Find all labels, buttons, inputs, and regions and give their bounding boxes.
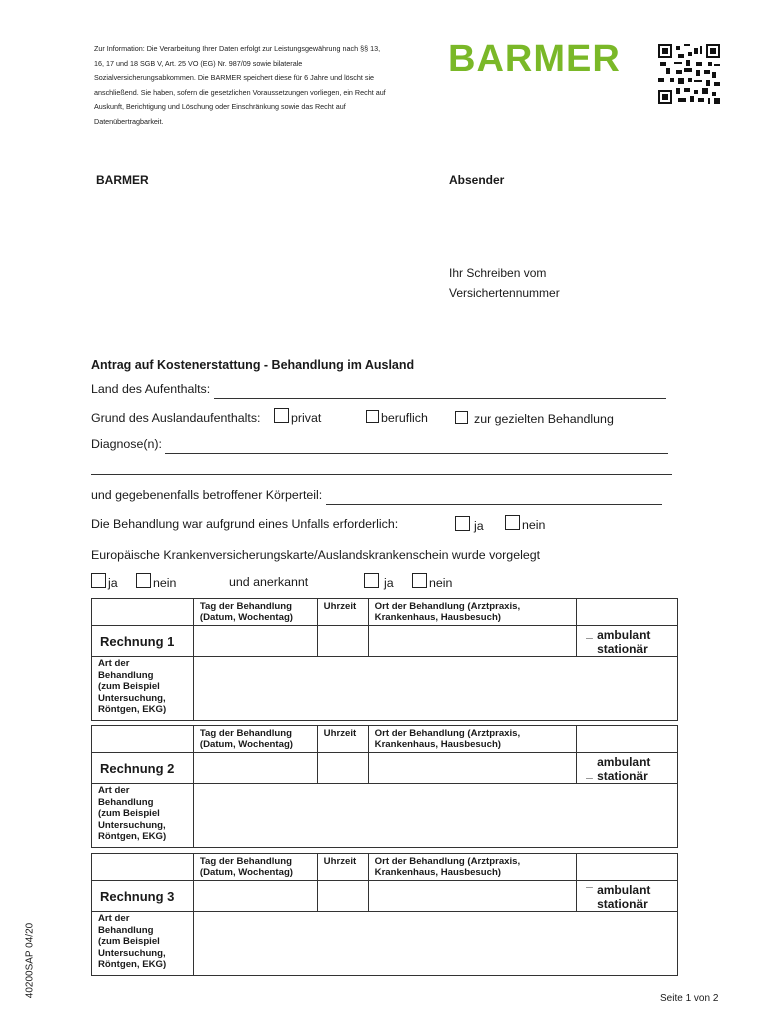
recognized-no-option[interactable] (412, 573, 452, 590)
accident-no-label: nein (522, 518, 546, 532)
recognized-label: und anerkannt (229, 575, 309, 589)
invoice-label: Rechnung 3 (92, 881, 194, 912)
accident-no-checkbox[interactable] (505, 515, 520, 530)
date-header: Tag der Behandlung (Datum, Wochentag) (193, 599, 317, 626)
invoice-table-3 (91, 853, 678, 976)
private-label: privat (291, 411, 322, 425)
outpatient-label: ambulant (597, 883, 651, 897)
art-field[interactable] (193, 657, 677, 721)
business-checkbox[interactable] (366, 410, 379, 423)
reason-private-option[interactable] (274, 408, 321, 425)
ehic-yes-label: ja (108, 576, 118, 590)
reason-label: Grund des Auslandaufenthalts: (91, 411, 261, 425)
date-header: Tag der Behandlung (Datum, Wochentag) (193, 726, 317, 753)
place-header: Ort der Behandlung (Arztpraxis, Krankenhaus, Hausbesuch) (368, 599, 576, 626)
place-field[interactable] (368, 626, 576, 657)
accident-no-option[interactable] (505, 515, 545, 532)
type-header-cell (577, 599, 678, 626)
accident-yes-label: ja (474, 519, 484, 533)
place-header: Ort der Behandlung (Arztpraxis, Krankenhaus, Hausbesuch) (368, 726, 576, 753)
reason-treatment-option[interactable] (455, 411, 614, 426)
ehic-yes-checkbox[interactable] (91, 573, 106, 588)
treatment-checkbox[interactable] (455, 411, 468, 424)
art-field[interactable] (193, 784, 677, 848)
diagnosis-row (91, 437, 668, 454)
time-header: Uhrzeit (317, 726, 368, 753)
art-label: Art der Behandlung (zum Beispiel Untersuchung, Röntgen, EKG) (92, 657, 194, 721)
invoice-label-cell (92, 599, 194, 626)
place-header: Ort der Behandlung (Arztpraxis, Krankenhaus, Hausbesuch) (368, 854, 576, 881)
recognized-no-label: nein (429, 576, 453, 590)
ehic-yes-option[interactable] (91, 573, 118, 590)
recognized-no-checkbox[interactable] (412, 573, 427, 588)
country-row (91, 382, 666, 399)
date-field[interactable] (193, 753, 317, 784)
recipient-name: BARMER (96, 173, 149, 187)
type-options[interactable]: _ ambulant stationär (577, 626, 678, 657)
time-header: Uhrzeit (317, 599, 368, 626)
art-label: Art der Behandlung (zum Beispiel Untersuchung, Röntgen, EKG) (92, 912, 194, 976)
privacy-line: Zur Information: Die Verarbeitung Ihrer Daten erfolgt zur Leistungsgewährung nach §§ 13, (94, 44, 381, 53)
country-label: Land des Aufenthalts: (91, 382, 211, 396)
diagnosis-field-line-2[interactable] (91, 474, 672, 475)
privacy-line: Auskunft, Berichtigung und Löschung oder Einschränkung sowie das Recht auf (94, 102, 346, 112)
qr-code-icon (658, 44, 720, 104)
insurance-number-label: Versichertennummer (449, 286, 560, 300)
date-header: Tag der Behandlung (Datum, Wochentag) (193, 854, 317, 881)
privacy-notice (94, 42, 424, 130)
ehic-no-checkbox[interactable] (136, 573, 151, 588)
art-label: Art der Behandlung (zum Beispiel Untersuchung, Röntgen, EKG) (92, 784, 194, 848)
place-field[interactable] (368, 881, 576, 912)
outpatient-label: ambulant (597, 628, 651, 642)
diagnosis-label: Diagnose(n): (91, 437, 162, 451)
date-field[interactable] (193, 626, 317, 657)
type-options[interactable]: _ ambulant stationär (577, 881, 678, 912)
accident-label: Die Behandlung war aufgrund eines Unfalls erforderlich: (91, 517, 399, 531)
time-header: Uhrzeit (317, 854, 368, 881)
private-checkbox[interactable] (274, 408, 289, 423)
recognized-yes-checkbox[interactable] (364, 573, 379, 588)
inpatient-label: stationär (597, 642, 648, 656)
form-code: 40200SAP 04/20 (24, 922, 36, 999)
body-part-label: und gegebenenfalls betroffener Körperteil: (91, 488, 323, 502)
time-field[interactable] (317, 881, 368, 912)
privacy-line: anschließend. Sie haben, sofern die gesetzlichen Voraussetzungen vorliegen, ein Recht auf (94, 87, 386, 97)
accident-yes-checkbox[interactable] (455, 516, 470, 531)
invoice-table-1 (91, 598, 678, 721)
inpatient-label: stationär (597, 769, 648, 783)
business-label: beruflich (381, 411, 428, 425)
date-field[interactable] (193, 881, 317, 912)
ehic-label: Europäische Krankenversicherungskarte/Auslandskrankenschein wurde vorgelegt (91, 548, 541, 562)
ehic-no-label: nein (153, 576, 177, 590)
invoice-label-cell (92, 854, 194, 881)
ehic-no-option[interactable] (136, 573, 176, 590)
invoice-label: Rechnung 1 (92, 626, 194, 657)
recognized-yes-option[interactable] (364, 573, 394, 590)
time-field[interactable] (317, 626, 368, 657)
place-field[interactable] (368, 753, 576, 784)
form-title: Antrag auf Kostenerstattung - Behandlung im Ausland (91, 358, 415, 372)
privacy-line: 16, 17 und 18 SGB V, Art. 25 VO (EG) Nr. 987/09 sowie bilaterale (94, 58, 303, 68)
invoice-table-2 (91, 725, 678, 848)
body-part-row (91, 488, 662, 505)
invoice-label-cell (92, 726, 194, 753)
your-letter-label: Ihr Schreiben vom (449, 266, 547, 280)
barmer-logo: BARMER (448, 38, 621, 80)
invoice-label: Rechnung 2 (92, 753, 194, 784)
treatment-label: zur gezielten Behandlung (474, 412, 614, 426)
accident-yes-option[interactable] (455, 516, 484, 533)
sender-label: Absender (449, 173, 505, 187)
type-options[interactable]: _ ambulant stationär (577, 753, 678, 784)
reason-business-option[interactable] (366, 410, 428, 425)
recognized-yes-label: ja (384, 576, 394, 590)
privacy-line: Sozialversicherungsabkommen. Die BARMER speichert diese für 6 Jahre und löscht sie (94, 73, 375, 83)
art-field[interactable] (193, 912, 677, 976)
diagnosis-field[interactable] (165, 439, 668, 454)
privacy-line: Datenübertragbarkeit. (94, 116, 164, 126)
body-part-field[interactable] (326, 490, 662, 505)
time-field[interactable] (317, 753, 368, 784)
page-number: Seite 1 von 2 (660, 993, 719, 1004)
country-field[interactable] (214, 384, 666, 399)
type-header-cell (577, 726, 678, 753)
outpatient-label: ambulant (597, 755, 651, 769)
inpatient-label: stationär (597, 897, 648, 911)
